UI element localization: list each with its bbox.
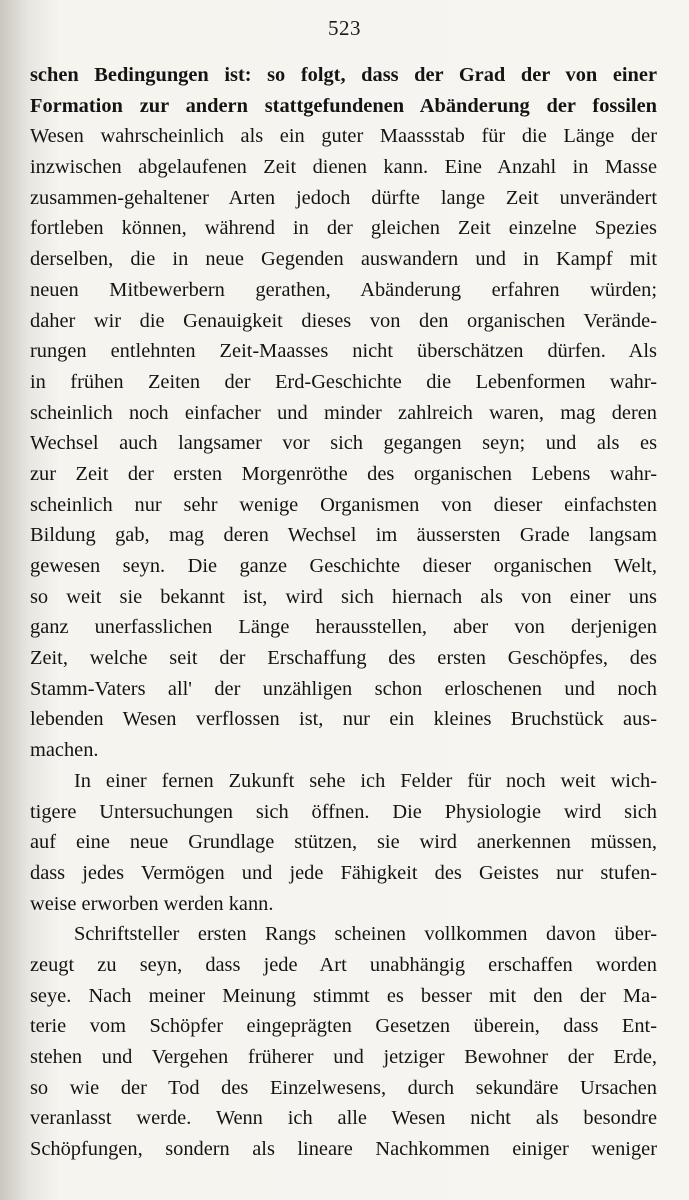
text-line: Wechsel auch langsamer vor sich gegangen seyn; und als es [30,432,657,455]
text-line: stehen und Vergehen früherer und jetziger Bewohner der Erde, [30,1046,657,1068]
text-line: gewesen seyn. Die ganze Geschichte dieser organischen Welt, [30,555,657,577]
paragraph-2 [30,766,657,919]
text-line: ganz unerfasslichen Länge herausstellen, aber von derjenigen [30,616,657,639]
text-line: veranlasst werde. Wenn ich alle Wesen nicht als besondre [30,1107,657,1130]
text-line: Formation zur andern stattgefundenen Abänderung der fossilen [30,94,657,117]
text-line: machen. [30,739,99,762]
text-line: in frühen Zeiten der Erd-Geschichte die Lebenformen wahr- [30,370,657,393]
paragraph-3 [30,919,657,1165]
text-line: fortleben können, während in der gleichen Zeit einzelne Spezies [30,217,657,240]
text-line: terie vom Schöpfer eingeprägten Gesetzen überein, dass Ent- [30,1015,657,1038]
text-line: Bildung gab, mag deren Wechsel im äussersten Grade langsam [30,524,657,547]
text-line: Stamm-Vaters all' der unzähligen schon erloschenen und noch [30,677,657,700]
text-line: Zeit, welche seit der Erschaffung des ersten Geschöpfes, des [30,647,657,670]
text-line: lebenden Wesen verflossen ist, nur ein kleines Bruchstück aus- [30,708,657,731]
paragraph-1 [30,60,657,766]
text-line: dass jedes Vermögen und jede Fähigkeit des Geistes nur stufen- [30,861,657,884]
text-line: Schöpfungen, sondern als lineare Nachkommen einiger weniger [30,1138,657,1161]
text-line: inzwischen abgelaufenen Zeit dienen kann. Eine Anzahl in Masse [30,156,657,179]
text-line: auf eine neue Grundlage stützen, sie wird anerkennen müssen, [30,831,657,854]
text-line: daher wir die Genauigkeit dieses von den organischen Verände- [30,309,657,332]
text-line: In einer fernen Zukunft sehe ich Felder für noch weit wich- [74,769,657,792]
text-line: derselben, die in neue Gegenden auswandern und in Kampf mit [30,248,657,271]
page-number: 523 [328,16,361,40]
text-line: so wie der Tod des Einzelwesens, durch sekundäre Ursachen [30,1076,657,1099]
text-line: zeugt zu seyn, dass jede Art unabhängig erschaffen worden [30,953,657,976]
text-line: scheinlich noch einfacher und minder zahlreich waren, mag deren [30,401,657,424]
text-line: tigere Untersuchungen sich öffnen. Die Physiologie wird sich [30,800,657,823]
text-line: Schriftsteller ersten Rangs scheinen vollkommen davon über- [74,923,657,946]
text-line: neuen Mitbewerbern gerathen, Abänderung erfahren würden; [30,278,657,301]
text-line: zur Zeit der ersten Morgenröthe des organischen Lebens wahr- [30,462,657,485]
text-line: so weit sie bekannt ist, wird sich hiernach als von einer uns [30,585,657,608]
text-line: weise erworben werden kann. [30,892,274,915]
text-line: seye. Nach meiner Meinung stimmt es besser mit den der Ma- [30,984,657,1007]
body-text [30,60,657,1165]
text-line: schen Bedingungen ist: so folgt, dass der Grad der von einer [30,64,657,86]
text-line: rungen entlehnten Zeit-Maasses nicht überschätzen dürfen. Als [30,340,657,363]
text-line: scheinlich nur sehr wenige Organismen von dieser einfachsten [30,493,657,516]
text-line: Wesen wahrscheinlich als ein guter Maassstab für die Länge der [30,125,657,148]
text-line: zusammen-gehaltener Arten jedoch dürfte lange Zeit unverändert [30,186,657,209]
